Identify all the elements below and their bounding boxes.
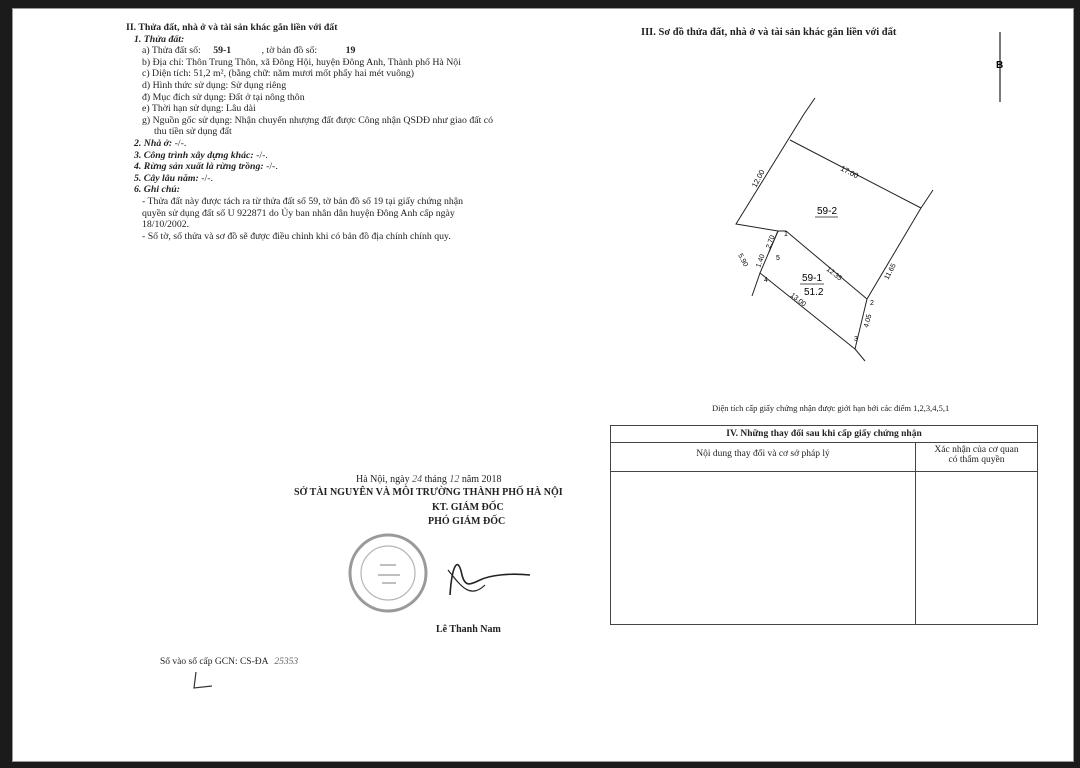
- parcel-59-2-label: 59-2: [817, 206, 838, 217]
- edge-label-12-35: 12.35: [824, 266, 843, 283]
- map-sheet-label: , tờ bản đồ số:: [261, 45, 318, 57]
- changes-confirm-cell: [916, 472, 1038, 625]
- parcel-59-1-top-edge: [786, 231, 867, 299]
- area-row: c) Diện tích: 51,2 m², (bằng chữ: năm mươi mốt phẩy hai mét vuông): [142, 68, 415, 80]
- register-initials-icon: [190, 670, 220, 692]
- note-1a: - Thửa đất này được tách ra từ thửa đất số 59, tờ bản đồ số 19 tại giấy chứng nhận: [142, 195, 464, 207]
- usage-form-row: d) Hình thức sử dụng: Sử dụng riêng: [142, 79, 287, 91]
- house-label: 2. Nhà ở:: [134, 137, 173, 149]
- register-number-value: 25353: [274, 657, 299, 667]
- point-label-2: 2: [870, 300, 874, 307]
- edge-label-13-00: 13.00: [788, 292, 807, 309]
- origin-row-cont: thu tiền sử dụng đất: [154, 126, 232, 138]
- parcel-number-row: [126, 45, 596, 57]
- construction-label: 3. Công trình xây dựng khác:: [134, 149, 254, 161]
- edge-label-5-90: 5.90: [736, 252, 749, 268]
- changes-col-confirm-line2: có thẩm quyền: [948, 455, 1005, 465]
- forest-value: -/-.: [266, 161, 278, 173]
- edge-label-12-00: 12.00: [749, 168, 767, 189]
- parcel-diagram: [690, 28, 1030, 388]
- official-seal-and-signature: [340, 525, 550, 620]
- perennial-row: [126, 173, 596, 185]
- section3-title: III. Sơ đồ thửa đất, nhà ở và tài sản khác gắn liền với đất: [641, 27, 897, 38]
- parcel-number-value: 59-1: [213, 45, 232, 57]
- signing-date: Hà Nội, ngày 24 tháng 12 năm 2018: [356, 474, 502, 485]
- diagram-caption: Diện tích cấp giấy chứng nhận được giới hạn bởi các điểm 1,2,3,4,5,1: [712, 403, 950, 413]
- signing-month: 12: [449, 474, 460, 485]
- origin-row: g) Nguồn gốc sử dụng: Nhận chuyển nhượng đất được Công nhận QSDĐ như giao đất có: [142, 114, 494, 126]
- changes-col-confirm: [916, 443, 1038, 472]
- north-label: B: [996, 60, 1004, 71]
- edge-label-1-40: 1.40: [755, 253, 767, 269]
- changes-table: [610, 425, 1038, 625]
- parcel-outline-outer: [736, 114, 867, 349]
- house-row: [126, 138, 596, 150]
- house-value: -/-.: [174, 137, 187, 149]
- point-label-3: 3: [854, 336, 858, 343]
- section2-title: II. Thửa đất, nhà ở và tài sản khác gắn liền với đất: [126, 22, 338, 33]
- notes-title: 6. Ghi chú:: [134, 184, 180, 196]
- signer-kt: KT. GIÁM ĐỐC: [432, 502, 504, 513]
- parcel-number-label: a) Thửa đất số:: [142, 45, 201, 57]
- usage-term-row: e) Thời hạn sử dụng: Lâu dài: [142, 103, 256, 115]
- register-number-row: [160, 657, 298, 667]
- edge-label-4-05: 4.05: [863, 313, 874, 329]
- issuing-authority: SỞ TÀI NGUYÊN VÀ MÔI TRƯỜNG THÀNH PHỐ HÀ NỘI: [294, 487, 563, 498]
- address-row: b) Địa chỉ: Thôn Trung Thôn, xã Đông Hội, huyện Đông Anh, Thành phố Hà Nội: [142, 56, 461, 68]
- item1-title: 1. Thửa đất:: [134, 33, 185, 45]
- signer-position: PHÓ GIÁM ĐỐC: [428, 516, 506, 527]
- usage-purpose-row: đ) Mục đích sử dụng: Đất ở tại nông thôn: [142, 91, 305, 103]
- section-land-info: [126, 22, 596, 242]
- parcel-59-1-label: 59-1: [802, 273, 823, 284]
- changes-table-title: IV. Những thay đổi sau khi cấp giấy chứng nhận: [611, 426, 1038, 443]
- point-label-1: 1: [784, 231, 788, 238]
- forest-label: 4. Rừng sản xuất là rừng trồng:: [134, 161, 264, 173]
- changes-content-cell: [611, 472, 916, 625]
- changes-col-confirm-line1: Xác nhận của cơ quan: [934, 445, 1019, 455]
- signing-day: 24: [412, 474, 423, 485]
- perennial-value: -/-.: [201, 172, 213, 184]
- note-2: - Số tờ, số thửa và sơ đồ sẽ được điều chỉnh khi có bản đồ địa chính chính quy.: [142, 230, 451, 242]
- register-number-label: Số vào sổ cấp GCN: CS-ĐA: [160, 657, 268, 667]
- edge-label-11-65: 11.65: [883, 262, 898, 281]
- construction-value: -/-.: [256, 149, 268, 161]
- map-sheet-value: 19: [345, 45, 356, 57]
- note-1c: 18/10/2002.: [142, 219, 190, 231]
- point-label-4: 4: [764, 277, 768, 284]
- seal-inner-ring: [361, 546, 415, 600]
- edge-label-2-70: 2.70: [765, 234, 777, 250]
- signer-name: Lê Thanh Nam: [436, 624, 501, 635]
- perennial-label: 5. Cây lâu năm:: [134, 172, 199, 184]
- forest-row: [126, 161, 596, 173]
- parcel-59-1-area: 51.2: [804, 287, 824, 298]
- construction-row: [126, 150, 596, 162]
- changes-col-content: Nội dung thay đổi và cơ sở pháp lý: [611, 443, 916, 472]
- edge-label-17-00: 17.00: [839, 163, 860, 181]
- note-1b: quyền sử dụng đất số U 922871 do Ủy ban nhân dân huyện Đông Anh cấp ngày: [142, 207, 455, 219]
- point-label-5: 5: [776, 255, 780, 262]
- handwritten-signature: [450, 565, 530, 595]
